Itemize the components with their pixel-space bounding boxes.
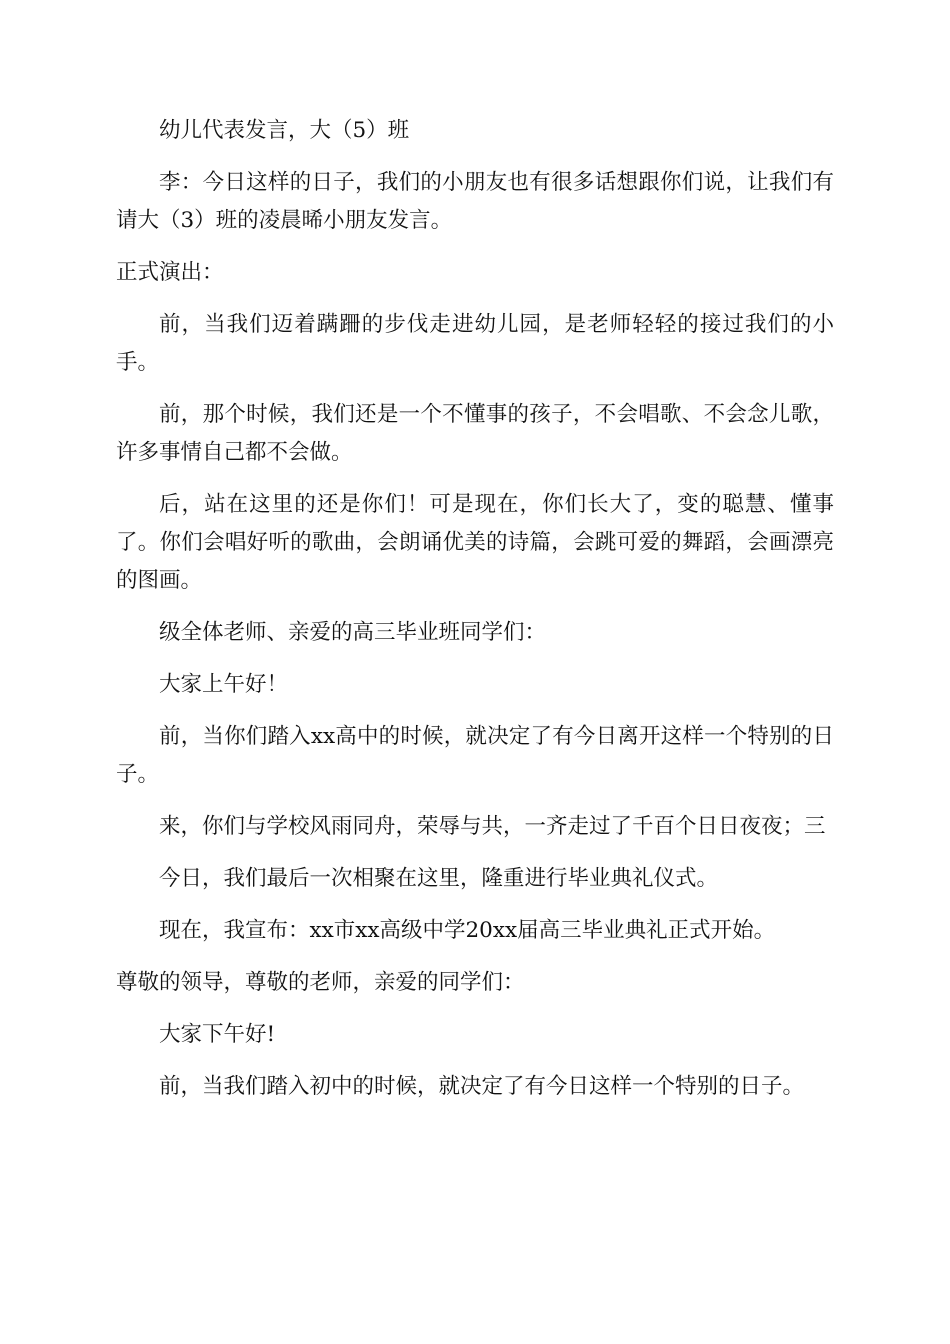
paragraph-5: 前，那个时候，我们还是一个不懂事的孩子，不会唱歌、不会念儿歌，许多事情自己都不会做。 bbox=[116, 402, 834, 465]
paragraph-1: 幼儿代表发言，大（5）班 bbox=[159, 118, 410, 143]
paragraph-13: 尊敬的领导，尊敬的老师，亲爱的同学们： bbox=[116, 970, 525, 995]
paragraph-9: 前，当你们踏入xx高中的时候，就决定了有今日离开这样一个特别的日子。 bbox=[116, 724, 834, 787]
document-body bbox=[116, 112, 834, 1120]
paragraph-3: 正式演出： bbox=[116, 260, 224, 285]
paragraph-15: 前，当我们踏入初中的时候，就决定了有今日这样一个特别的日子。 bbox=[159, 1074, 805, 1099]
paragraph-6: 后，站在这里的还是你们！可是现在，你们长大了，变的聪慧、懂事了。你们会唱好听的歌曲，会朗诵优美的诗篇，会跳可爱的舞蹈，会画漂亮的图画。 bbox=[116, 492, 834, 593]
paragraph-10: 来，你们与学校风雨同舟，荣辱与共，一齐走过了千百个日日夜夜；三 bbox=[159, 814, 826, 839]
paragraph-12: 现在，我宣布：xx市xx高级中学20xx届高三毕业典礼正式开始。 bbox=[159, 918, 776, 943]
paragraph-2: 李：今日这样的日子，我们的小朋友也有很多话想跟你们说，让我们有请大（3）班的凌晨晞小朋友发言。 bbox=[116, 170, 834, 233]
paragraph-7: 级全体老师、亲爱的高三毕业班同学们： bbox=[159, 620, 547, 645]
paragraph-4: 前，当我们迈着蹒跚的步伐走进幼儿园，是老师轻轻的接过我们的小手。 bbox=[116, 312, 834, 375]
paragraph-8: 大家上午好！ bbox=[159, 672, 289, 697]
paragraph-14: 大家下午好! bbox=[159, 1022, 276, 1047]
paragraph-11: 今日，我们最后一次相聚在这里，隆重进行毕业典礼仪式。 bbox=[159, 866, 719, 891]
